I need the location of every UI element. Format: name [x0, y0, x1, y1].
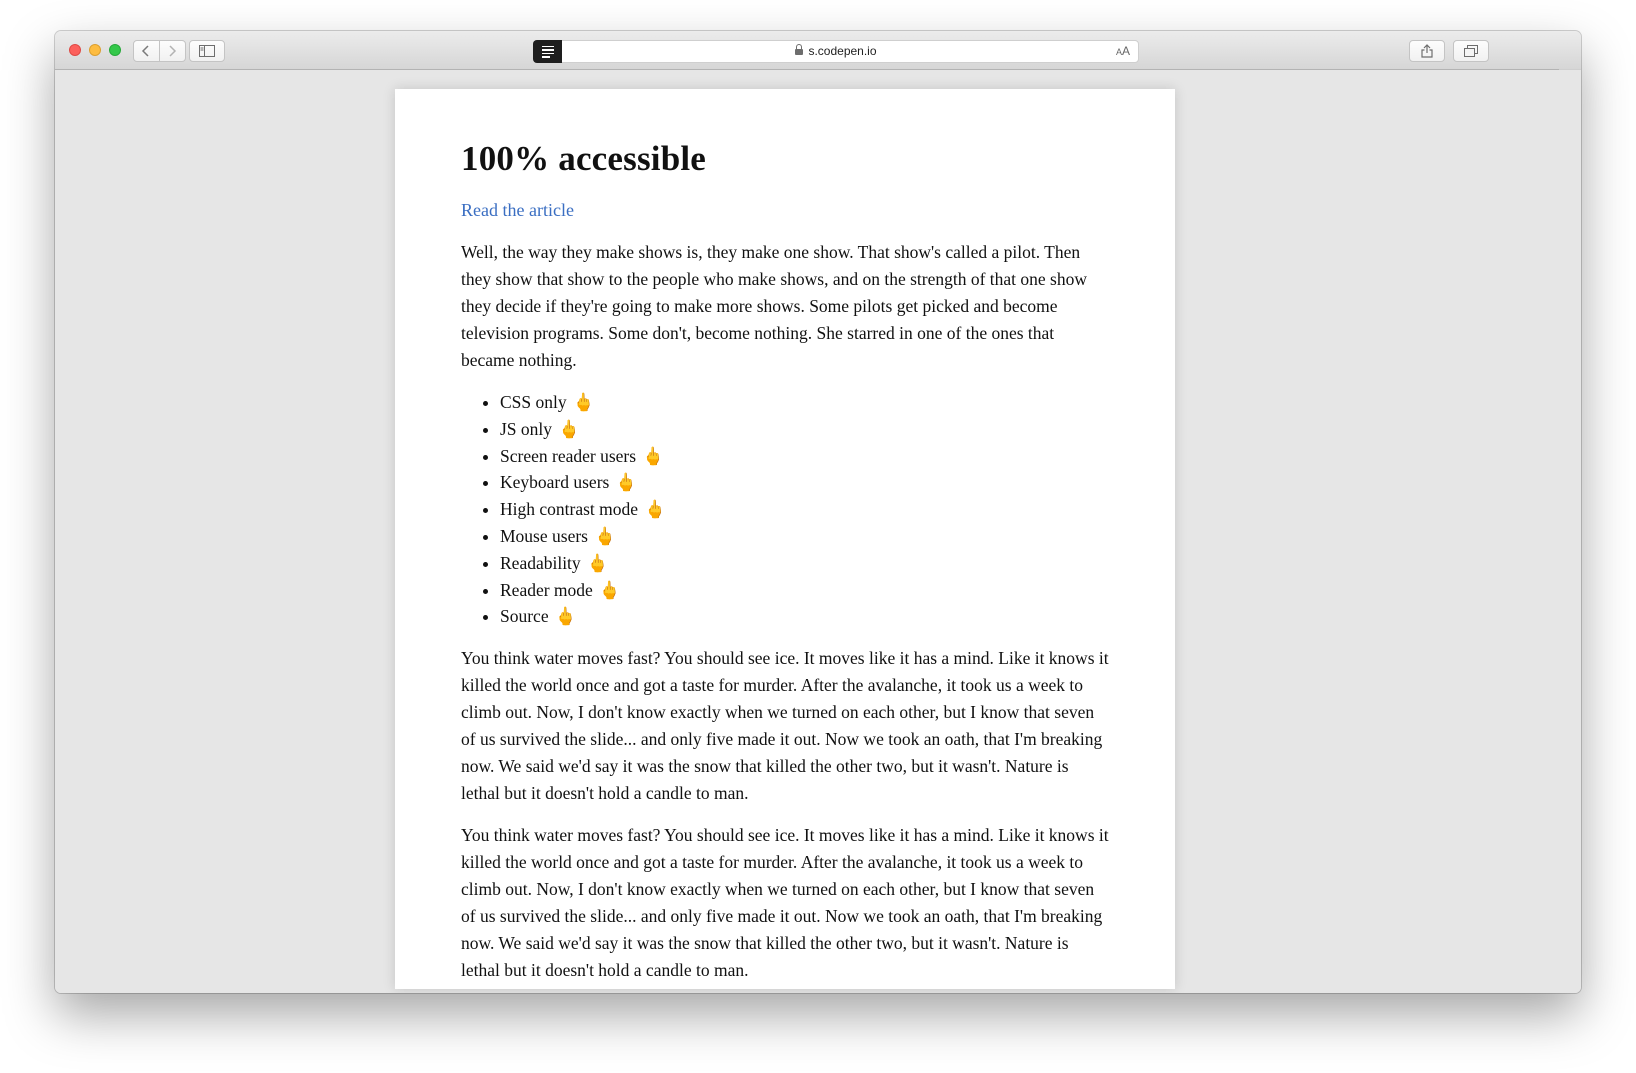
url-text: s.codepen.io: [808, 44, 877, 58]
body-paragraph-1: You think water moves fast? You should see ice. It moves like it has a mind. Like it knows it killed the world once and got a taste for murder. After the avalanche, it took us a week to climb out. Now, I don't know exactly when we turned on each other, but I know that seven of us survived the slide... and only five made it out. Now we took an oath, that I'm breaking now. We said we'd say it was the snow that killed the other two, but it wasn't. Nature is lethal but it doesn't hold a candle to man.: [461, 648, 1109, 804]
address-bar[interactable]: [533, 40, 1139, 63]
list-item-label: Mouse users: [500, 525, 588, 546]
hand-emoji-icon: 🖕: [642, 445, 664, 466]
list-item: [500, 469, 1111, 496]
chevron-right-icon: [167, 45, 177, 57]
list-item: [500, 443, 1111, 470]
close-window-button[interactable]: [69, 44, 81, 56]
browser-window: [55, 31, 1581, 993]
hand-emoji-icon: 🖕: [593, 525, 616, 546]
list-item: [500, 603, 1111, 630]
minimize-window-button[interactable]: [89, 44, 101, 56]
sidebar-icon: [199, 45, 215, 57]
text-size-button[interactable]: [1116, 41, 1130, 63]
chevron-left-icon: [141, 45, 151, 57]
page-title: 100% accessible: [461, 139, 707, 178]
list-item-label: JS only: [500, 418, 553, 439]
article-body: [461, 137, 1111, 984]
list-item-label: CSS only: [500, 392, 567, 412]
list-item: [500, 523, 1111, 550]
feature-list: [461, 389, 1111, 630]
list-item: [500, 389, 1111, 416]
url-display: [534, 41, 1138, 62]
hand-emoji-icon: 🖕: [558, 418, 580, 439]
zoom-window-button[interactable]: [109, 44, 121, 56]
list-item-label: Reader mode: [500, 579, 593, 600]
body-paragraph-2: You think water moves fast? You should see ice. It moves like it has a mind. Like it knows it killed the world once and got a taste for murder. After the avalanche, it took us a week to climb out. Now, I don't know exactly when we turned on each other, but I know that seven of us survived the slide... and only five made it out. Now we took an oath, that I'm breaking now. We said we'd say it was the snow that killed the other two, but it wasn't. Nature is lethal but it doesn't hold a candle to man.: [461, 825, 1109, 981]
list-item: [500, 577, 1111, 604]
list-item-label: Readability: [500, 552, 581, 573]
back-button[interactable]: [133, 40, 160, 62]
browser-toolbar: [55, 31, 1581, 70]
web-content: [55, 70, 1581, 993]
article-page: [395, 89, 1175, 989]
intro-paragraph: Well, the way they make shows is, they make one show. That show's called a pilot. Then they show that show to the people who make shows, and on the strength of that one show they decide if they're going to make more shows. Some pilots get picked and become television programs. Some don't, become nothing. She starred in one of the ones that became nothing.: [461, 242, 1088, 370]
list-item: [500, 496, 1111, 523]
share-button[interactable]: [1409, 40, 1445, 62]
read-article-link[interactable]: Read the article: [461, 200, 574, 220]
hand-emoji-icon: 🖕: [644, 499, 666, 520]
navigation-buttons: [133, 40, 186, 62]
text-size-small-a: A: [1115, 47, 1122, 57]
list-item-label: Keyboard users: [500, 472, 610, 493]
hand-emoji-icon: 🖕: [615, 472, 638, 493]
list-item-label: High contrast mode: [500, 499, 639, 520]
hand-emoji-icon: 🖕: [586, 552, 609, 573]
list-item: [500, 416, 1111, 443]
lock-icon: [795, 49, 803, 55]
forward-button[interactable]: [160, 40, 186, 62]
list-item: [500, 550, 1111, 577]
hand-emoji-icon: 🖕: [598, 579, 621, 600]
show-tabs-button[interactable]: [1453, 40, 1489, 62]
hand-emoji-icon: 🖕: [572, 392, 595, 412]
hand-emoji-icon: 🖕: [554, 606, 577, 627]
text-size-large-a: A: [1121, 44, 1130, 58]
sidebar-toggle-button[interactable]: [189, 40, 225, 62]
list-item-label: Source: [500, 606, 549, 627]
tabs-icon: [1464, 45, 1478, 57]
list-item-label: Screen reader users: [500, 445, 637, 466]
share-icon: [1421, 44, 1433, 58]
